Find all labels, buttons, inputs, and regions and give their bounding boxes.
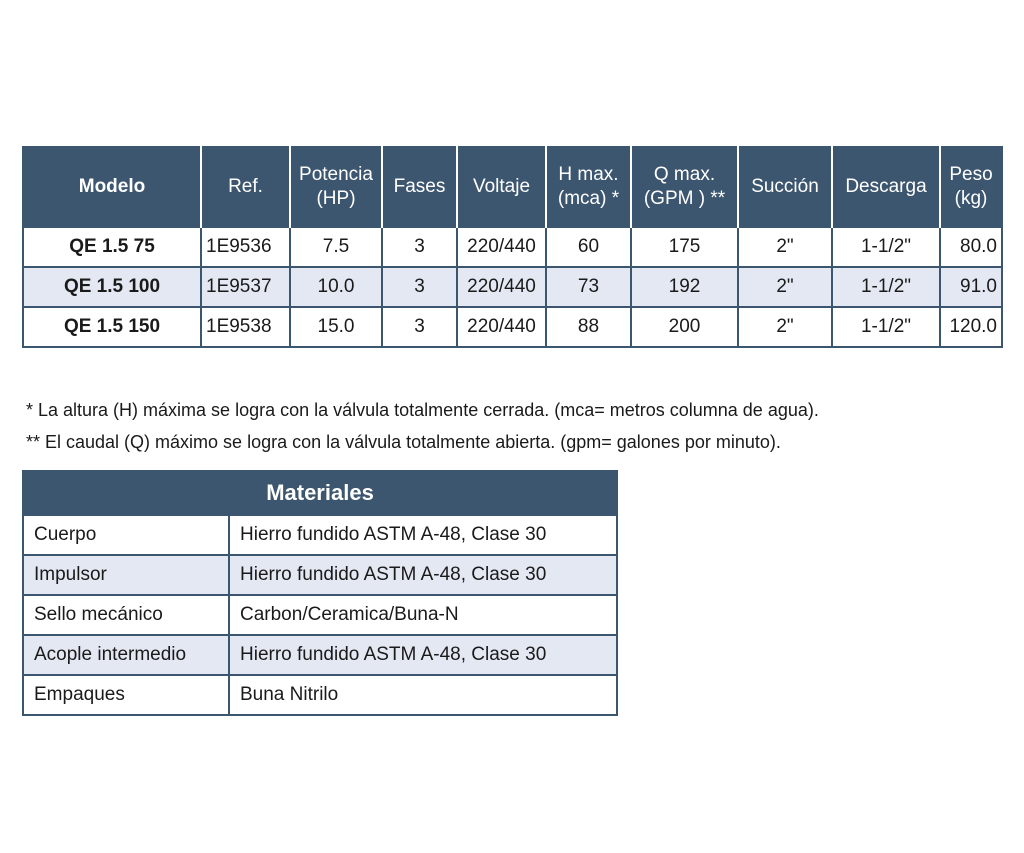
cell-peso: 80.0 <box>940 227 1002 267</box>
header-ref: Ref. <box>201 147 290 227</box>
specs-table <box>22 146 1003 348</box>
cell-modelo: QE 1.5 100 <box>23 267 201 307</box>
header-modelo: Modelo <box>23 147 201 227</box>
material-value: Hierro fundido ASTM A-48, Clase 30 <box>229 555 617 595</box>
cell-q-max: 200 <box>631 307 738 347</box>
header-descarga: Descarga <box>832 147 940 227</box>
cell-h-max: 88 <box>546 307 631 347</box>
footnotes <box>26 394 819 458</box>
material-part: Empaques <box>23 675 229 715</box>
header-fases: Fases <box>382 147 457 227</box>
cell-h-max: 60 <box>546 227 631 267</box>
table-row <box>23 307 1002 347</box>
cell-descarga: 1-1/2" <box>832 307 940 347</box>
material-part: Cuerpo <box>23 515 229 555</box>
material-value: Carbon/Ceramica/Buna-N <box>229 595 617 635</box>
cell-modelo: QE 1.5 75 <box>23 227 201 267</box>
cell-modelo: QE 1.5 150 <box>23 307 201 347</box>
material-part: Sello mecánico <box>23 595 229 635</box>
header-peso: Peso (kg) <box>940 147 1002 227</box>
material-value: Hierro fundido ASTM A-48, Clase 30 <box>229 635 617 675</box>
cell-peso: 91.0 <box>940 267 1002 307</box>
cell-succion: 2" <box>738 267 832 307</box>
cell-succion: 2" <box>738 307 832 347</box>
table-row <box>23 227 1002 267</box>
cell-descarga: 1-1/2" <box>832 267 940 307</box>
cell-q-max: 175 <box>631 227 738 267</box>
cell-q-max: 192 <box>631 267 738 307</box>
cell-fases: 3 <box>382 307 457 347</box>
cell-ref: 1E9536 <box>201 227 290 267</box>
cell-fases: 3 <box>382 267 457 307</box>
cell-voltaje: 220/440 <box>457 267 546 307</box>
cell-potencia: 7.5 <box>290 227 382 267</box>
table-row <box>23 267 1002 307</box>
table-row <box>23 515 617 555</box>
cell-voltaje: 220/440 <box>457 227 546 267</box>
cell-peso: 120.0 <box>940 307 1002 347</box>
cell-fases: 3 <box>382 227 457 267</box>
materials-table <box>22 470 618 716</box>
cell-descarga: 1-1/2" <box>832 227 940 267</box>
material-value: Buna Nitrilo <box>229 675 617 715</box>
footnote-h: * La altura (H) máxima se logra con la válvula totalmente cerrada. (mca= metros columna de agua). <box>26 400 819 420</box>
header-succion: Succión <box>738 147 832 227</box>
cell-ref: 1E9538 <box>201 307 290 347</box>
cell-potencia: 15.0 <box>290 307 382 347</box>
specs-header-row <box>23 147 1002 227</box>
cell-voltaje: 220/440 <box>457 307 546 347</box>
table-row <box>23 675 617 715</box>
table-row <box>23 555 617 595</box>
cell-ref: 1E9537 <box>201 267 290 307</box>
table-row <box>23 635 617 675</box>
materials-title: Materiales <box>23 471 617 515</box>
header-q-max: Q max. (GPM ) ** <box>631 147 738 227</box>
material-value: Hierro fundido ASTM A-48, Clase 30 <box>229 515 617 555</box>
header-h-max: H max. (mca) * <box>546 147 631 227</box>
header-potencia: Potencia (HP) <box>290 147 382 227</box>
header-voltaje: Voltaje <box>457 147 546 227</box>
cell-potencia: 10.0 <box>290 267 382 307</box>
cell-h-max: 73 <box>546 267 631 307</box>
material-part: Acople intermedio <box>23 635 229 675</box>
cell-succion: 2" <box>738 227 832 267</box>
material-part: Impulsor <box>23 555 229 595</box>
table-row <box>23 595 617 635</box>
footnote-q: ** El caudal (Q) máximo se logra con la válvula totalmente abierta. (gpm= galones por minuto). <box>26 432 781 452</box>
